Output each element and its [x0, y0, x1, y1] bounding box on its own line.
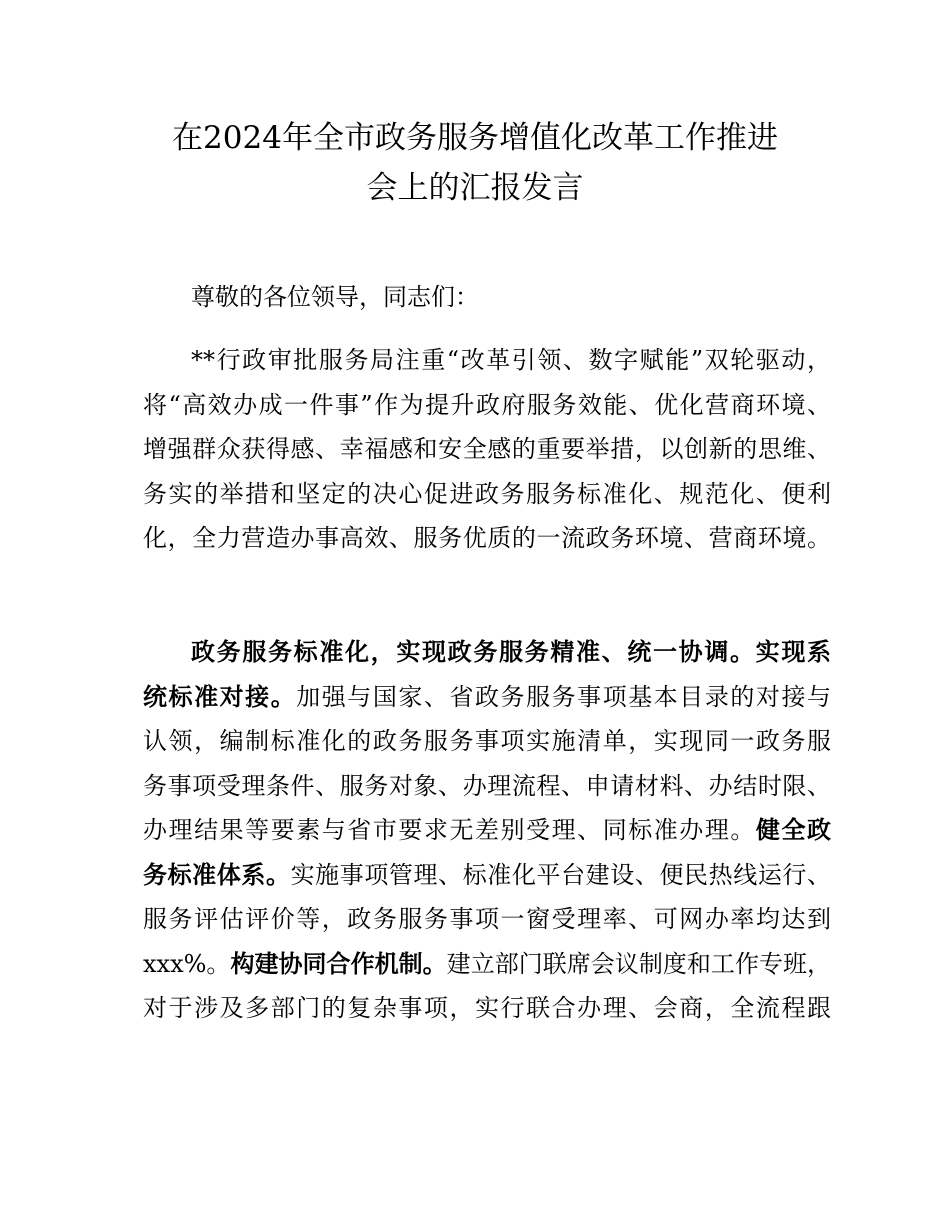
- body-text: 务事项受理条件、服务对象、办理流程、申请材料、办结时限、: [143, 771, 831, 800]
- bold-heading-text: 务标准体系。: [143, 860, 291, 889]
- body-text: 对于涉及多部门的复杂事项，实行联合办理、会商，全流程跟: [143, 994, 831, 1022]
- bold-heading-text: 政务服务标准化，实现政务服务精准、统一协调。实现系: [191, 638, 831, 666]
- body-text: 化，全力营造办事高效、服务优质的一流政务环境、营商环境。: [143, 524, 831, 552]
- body-text: 增强群众获得感、幸福感和安全感的重要举措，以创新的思维、: [143, 435, 831, 463]
- body-text: 加强与国家、省政务服务事项基本目录的对接与: [296, 682, 832, 711]
- paragraph-1-line: [191, 345, 831, 375]
- paragraph-2-line: [143, 726, 831, 756]
- bold-heading-text: 健全政: [755, 816, 831, 844]
- paragraph-1-line: [143, 390, 831, 420]
- body-text: 认领，编制标准化的政务服务事项实施清单，实现同一政务服: [143, 727, 831, 755]
- paragraph-2-line: [143, 771, 831, 801]
- paragraph-2-line: [143, 949, 831, 979]
- body-text: 实施事项管理、标准化平台建设、便民热线运行、: [290, 860, 832, 889]
- paragraph-2-line: [143, 993, 831, 1023]
- bold-heading-text: 统标准对接。: [143, 682, 297, 711]
- paragraph-2-line: [143, 860, 831, 890]
- body-text: 办理结果等要素与省市要求无差别受理、同标准办理。: [143, 816, 756, 844]
- body-text: 将“高效办成一件事”作为提升政府服务效能、优化营商环境、: [143, 390, 831, 419]
- paragraph-2-line: [143, 682, 831, 712]
- body-text: xxx%。: [143, 949, 231, 978]
- document-title-line-1: 在2024年全市政务服务增值化改革工作推进: [172, 120, 778, 156]
- paragraph-1-line: [143, 479, 831, 509]
- paragraph-1-line: [143, 523, 831, 553]
- paragraph-1-line: [143, 434, 831, 464]
- document-title-line-2: 会上的汇报发言: [366, 170, 584, 206]
- body-text: 务实的举措和坚定的决心促进政务服务标准化、规范化、便利: [143, 479, 831, 508]
- body-text: **行政审批服务局注重“改革引领、数字赋能”双轮驱动，: [191, 346, 831, 374]
- bold-heading-text: 构建协同合作机制。: [230, 949, 447, 978]
- paragraph-2-line: [143, 815, 831, 845]
- paragraph-2-line: [143, 904, 831, 934]
- salutation: 尊敬的各位领导，同志们：: [191, 283, 479, 311]
- body-text: 服务评估评价等，政务服务事项一窗受理率、可网办率均达到: [143, 905, 831, 933]
- body-text: 建立部门联席会议制度和工作专班，: [446, 949, 832, 978]
- paragraph-2-line: [191, 637, 831, 667]
